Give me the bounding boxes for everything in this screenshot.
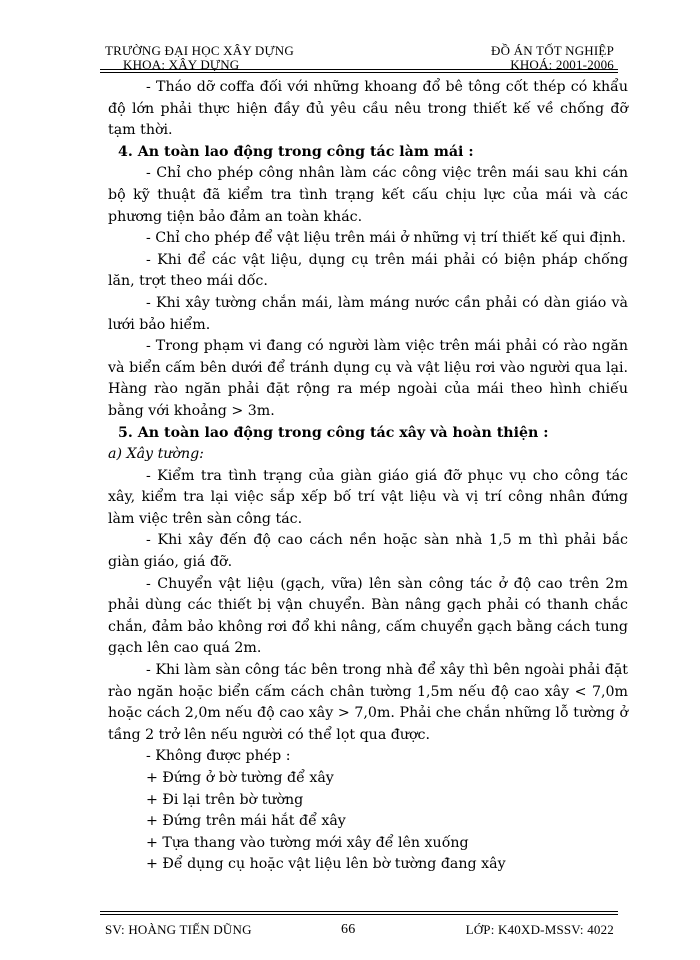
list-item: + Đứng trên mái hắt để xây bbox=[146, 813, 346, 830]
paragraph-scaffold-check: - Kiểm tra tình trạng của giàn giáo giá đỡ phục vụ cho công tác xây, kiểm tra lại việc sắp xếp bố trí vật liệu và vị trí công nhân đứng làm việc trên sàn công tác. bbox=[108, 467, 628, 527]
list-item: + Đi lại trên bờ tường bbox=[146, 791, 304, 808]
paragraph-material-transport: - Chuyển vật liệu (gạch, vữa) lên sàn công tác ở độ cao trên 2m phải dùng các thiết bị vận chuyển. Bàn nâng gạch phải có thanh chắc chắn, đảm bảo không rơi đổ khi nâng, cấm chuyển gạch bằng cách tung gạch lên cao quá 2m. bbox=[108, 575, 628, 657]
list-item: + Để dụng cụ hoặc vật liệu lên bờ tường đang xây bbox=[146, 856, 506, 873]
list-item: + Tựa thang vào tường mới xây để lên xuống bbox=[146, 834, 469, 851]
paragraph-prohibited: - Không được phép : bbox=[146, 748, 291, 765]
document-body bbox=[108, 77, 628, 876]
project-title: ĐỒ ÁN TỐT NGHIỆP bbox=[491, 43, 614, 58]
class-id: LỚP: K40XD-MSSV: 4022 bbox=[465, 922, 614, 937]
paragraph-barrier-distance: - Khi làm sàn công tác bên trong nhà để xây thì bên ngoài phải đặt rào ngăn hoặc biển cấm cách chân tường 1,5m nếu độ cao xây < 7,0m hoặc cách 2,0m nếu độ cao xây > 7,0m. Phải che chắn những lỗ tường ở tầng 2 trở lên nếu người có thể lọt qua được. bbox=[108, 662, 628, 743]
page-number: 66 bbox=[341, 922, 356, 937]
header-left bbox=[105, 44, 294, 72]
paragraph-roof-anti-roll: - Khi để các vật liệu, dụng cụ trên mái phải có biện pháp chống lăn, trợt theo mái dốc. bbox=[108, 251, 628, 290]
header-right bbox=[491, 44, 614, 72]
course-years: KHOÁ: 2001-2006 bbox=[510, 57, 614, 72]
paragraph-roof-barrier: - Trong phạm vi đang có người làm việc trên mái phải có rào ngăn và biển cấm bên dưới để tránh dụng cụ và vật liệu rơi vào người qua lại. Hàng rào ngăn phải đặt rộng ra mép ngoài của mái theo hình chiếu bằng với khoảng > 3m. bbox=[108, 338, 628, 419]
subheading-wall-building: a) Xây tường: bbox=[108, 446, 204, 463]
university-name: TRƯỜNG ĐẠI HỌC XÂY DỰNG bbox=[105, 43, 294, 58]
footer-rule bbox=[100, 911, 618, 912]
faculty-name: KHOA: XÂY DỰNG bbox=[123, 57, 240, 72]
footer-rule-thin bbox=[100, 914, 618, 915]
paragraph-scaffold-height: - Khi xây đến độ cao cách nền hoặc sàn nhà 1,5 m thì phải bắc giàn giáo, giá đỡ. bbox=[108, 532, 628, 571]
header-rule bbox=[100, 69, 618, 70]
section-heading-masonry-safety: 5. An toàn lao động trong công tác xây và hoàn thiện : bbox=[118, 424, 549, 441]
header-rule-thin bbox=[100, 72, 618, 73]
student-name: SV: HOÀNG TIẾN DŨNG bbox=[105, 922, 252, 937]
list-item: + Đứng ở bờ tường để xây bbox=[146, 770, 334, 786]
paragraph-roof-permission: - Chỉ cho phép công nhân làm các công việc trên mái sau khi cán bộ kỹ thuật đã kiểm tra tình trạng kết cấu chịu lực của mái và các phương tiện bảo đảm an toàn khác. bbox=[108, 165, 628, 225]
paragraph-roof-material-location: - Chỉ cho phép để vật liệu trên mái ở những vị trí thiết kế qui định. bbox=[146, 230, 626, 247]
section-heading-roof-safety: 4. An toàn lao động trong công tác làm mái : bbox=[118, 143, 474, 160]
paragraph-roof-parapet: - Khi xây tường chắn mái, làm máng nước cần phải có dàn giáo và lưới bảo hiểm. bbox=[108, 294, 628, 333]
paragraph-formwork-removal: - Tháo dỡ coffa đối với những khoang đổ bê tông cốt thép có khẩu độ lớn phải thực hiện đầy đủ yêu cầu nêu trong thiết kế về chống đỡ tạm thời. bbox=[108, 79, 628, 139]
